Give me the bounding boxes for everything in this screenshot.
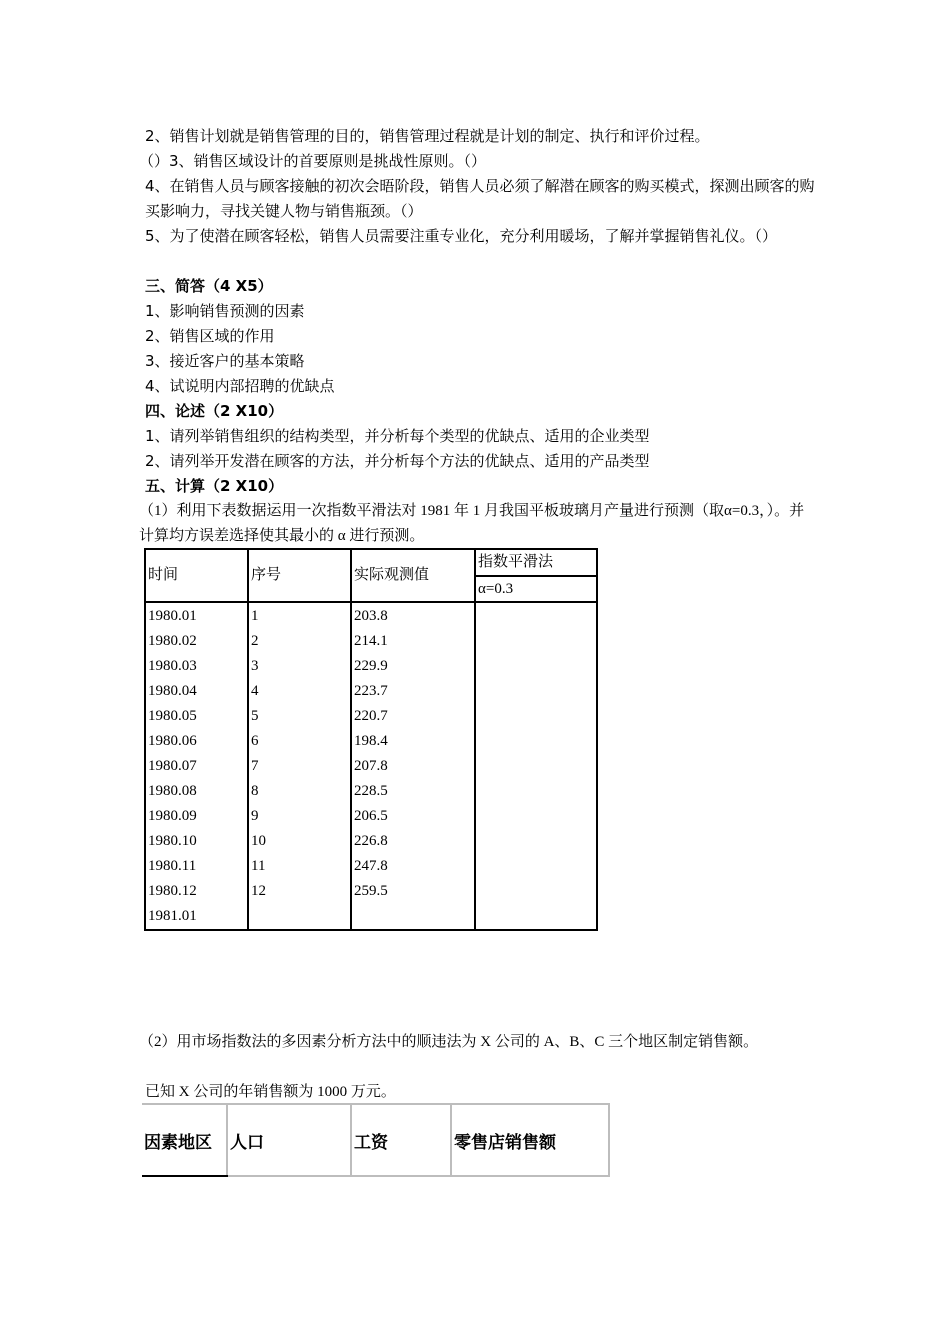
index-cell: 5 <box>251 708 259 724</box>
actual-cell: 259.5 <box>354 883 388 899</box>
header-factor-region: 因素地区 <box>142 1104 227 1176</box>
judgement-q5: 5、为了使潜在顾客轻松，销售人员需要注重专业化，充分利用暖场，了解并掌握销售礼仪。（） <box>145 227 778 245</box>
time-cell: 1980.03 <box>148 658 197 674</box>
index-cell: 12 <box>251 883 266 899</box>
actual-cell: 203.8 <box>354 608 388 624</box>
smoothing-column-empty <box>475 602 597 930</box>
actual-cell: 223.7 <box>354 683 388 699</box>
time-cell: 1980.09 <box>148 808 197 824</box>
market-index-table <box>142 1103 610 1177</box>
actual-column <box>351 602 475 930</box>
actual-cell: 198.4 <box>354 733 388 749</box>
time-cell: 1980.05 <box>148 708 197 724</box>
judgement-q3: （）3、销售区域设计的首要原则是挑战性原则。（） <box>139 152 487 170</box>
header-retail-sales: 零售店销售额 <box>451 1104 609 1176</box>
time-cell: 1980.07 <box>148 758 197 774</box>
index-cell: 8 <box>251 783 259 799</box>
actual-cell: 207.8 <box>354 758 388 774</box>
time-cell: 1980.04 <box>148 683 197 699</box>
index-cell: 6 <box>251 733 259 749</box>
index-cell-empty <box>251 904 348 929</box>
essay-item: 1、请列举销售组织的结构类型，并分析每个类型的优缺点、适用的企业类型 <box>145 427 650 445</box>
actual-cell: 220.7 <box>354 708 388 724</box>
short-answer-item: 1、影响销售预测的因素 <box>145 302 305 320</box>
essay-item: 2、请列举开发潜在顾客的方法，并分析每个方法的优缺点、适用的产品类型 <box>145 452 650 470</box>
index-cell: 10 <box>251 833 266 849</box>
header-time: 时间 <box>145 549 248 602</box>
header-wages: 工资 <box>351 1104 451 1176</box>
index-cell: 3 <box>251 658 259 674</box>
calc-q2-known: 已知 X 公司的年销售额为 1000 万元。 <box>145 1084 396 1100</box>
actual-cell-empty <box>354 904 472 929</box>
header-actual: 实际观测值 <box>351 549 475 602</box>
time-cell: 1980.02 <box>148 633 197 649</box>
index-cell: 7 <box>251 758 259 774</box>
short-answer-heading: 三、简答（4 X5） <box>145 277 273 295</box>
actual-cell: 206.5 <box>354 808 388 824</box>
time-column <box>145 602 248 930</box>
time-cell: 1980.06 <box>148 733 197 749</box>
short-answer-item: 2、销售区域的作用 <box>145 327 275 345</box>
essay-heading: 四、论述（2 X10） <box>145 402 284 420</box>
actual-cell: 228.5 <box>354 783 388 799</box>
actual-cell: 247.8 <box>354 858 388 874</box>
time-cell: 1980.10 <box>148 833 197 849</box>
header-alpha: α=0.3 <box>475 576 597 603</box>
actual-cell: 214.1 <box>354 633 388 649</box>
actual-cell: 229.9 <box>354 658 388 674</box>
actual-cell: 226.8 <box>354 833 388 849</box>
time-cell: 1980.01 <box>148 608 197 624</box>
short-answer-item: 4、试说明内部招聘的优缺点 <box>145 377 335 395</box>
short-answer-item: 3、接近客户的基本策略 <box>145 352 305 370</box>
time-cell: 1980.12 <box>148 883 197 899</box>
index-cell: 1 <box>251 608 259 624</box>
time-cell: 1980.11 <box>148 858 197 874</box>
index-cell: 9 <box>251 808 259 824</box>
header-population: 人口 <box>227 1104 351 1176</box>
judgement-q4: 4、在销售人员与顾客接触的初次会晤阶段，销售人员必须了解潜在顾客的购买模式，探测出顾客的购买影响力，寻找关键人物与销售瓶颈。（） <box>145 177 815 220</box>
calc-q1-intro: （1）利用下表数据运用一次指数平滑法对 1981 年 1 月我国平板玻璃月产量进行预测（取α=0.3，）。并计算均方误差选择使其最小的 α 进行预测。 <box>139 503 805 544</box>
index-cell: 4 <box>251 683 259 699</box>
index-cell: 11 <box>251 858 266 874</box>
calc-heading: 五、计算（2 X10） <box>145 477 284 495</box>
header-index: 序号 <box>248 549 351 602</box>
judgement-q2: 2、销售计划就是销售管理的目的，销售管理过程就是计划的制定、执行和评价过程。 <box>145 127 710 145</box>
header-smoothing: 指数平滑法 <box>475 549 597 576</box>
time-cell: 1980.08 <box>148 783 197 799</box>
index-column <box>248 602 351 930</box>
index-cell: 2 <box>251 633 259 649</box>
calc-q2-intro: （2）用市场指数法的多因素分析方法中的顺违法为 X 公司的 A、B、C 三个地区制定销售额。 <box>139 1034 759 1050</box>
time-cell: 1981.01 <box>148 908 197 924</box>
smoothing-data-table <box>144 548 598 931</box>
